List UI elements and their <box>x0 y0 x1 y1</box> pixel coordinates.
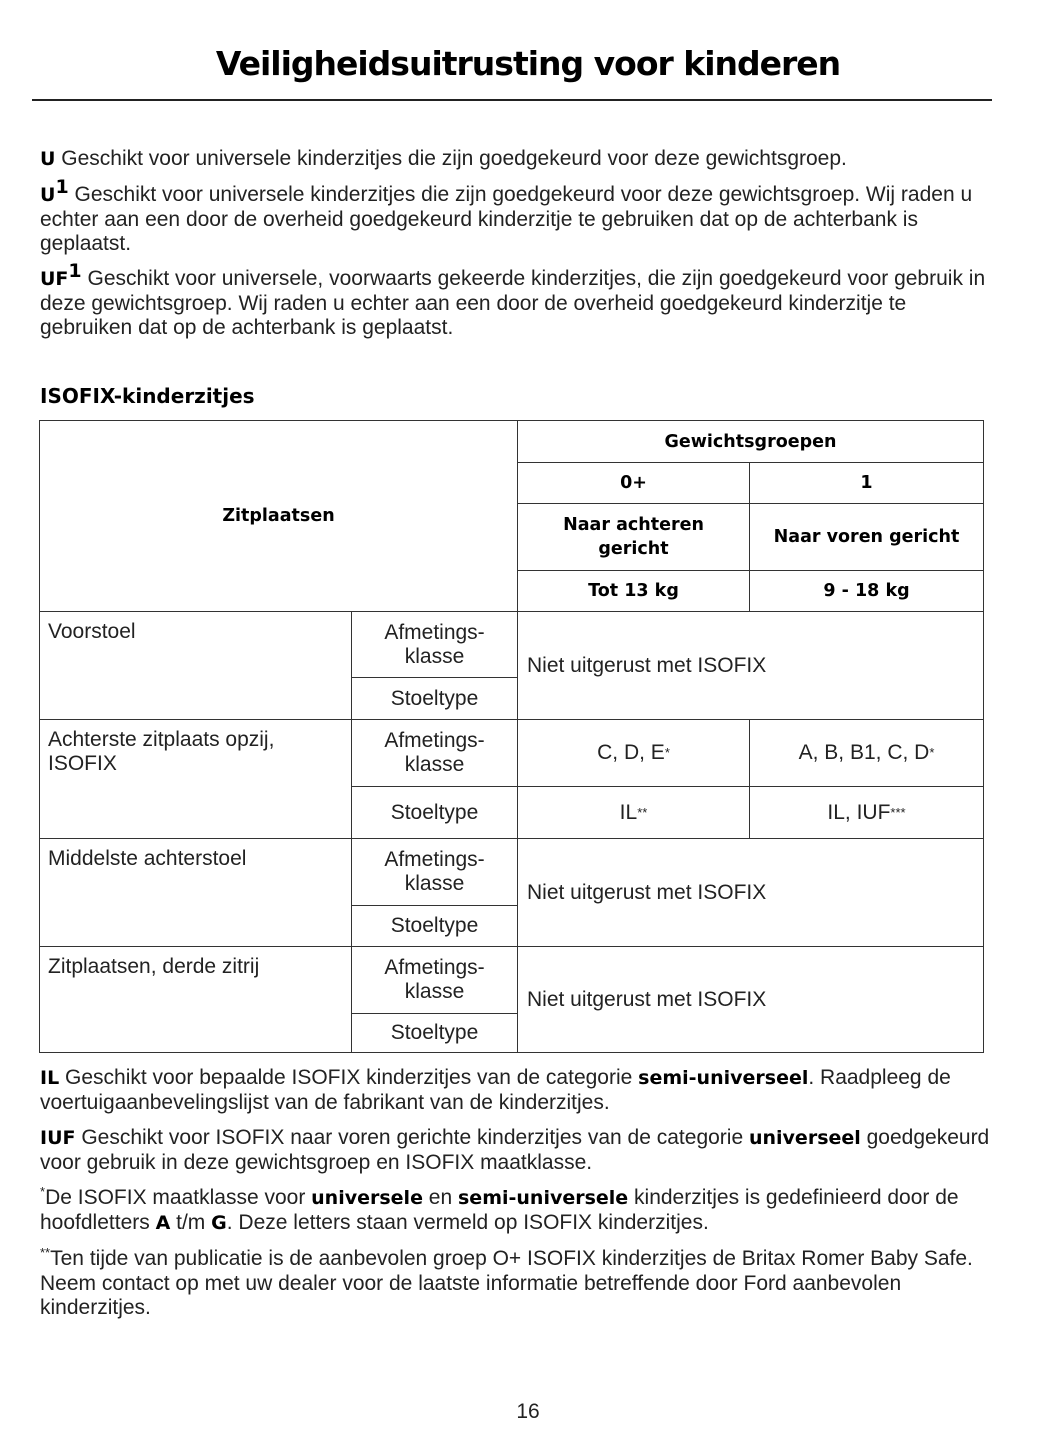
seat-type-label: Stoeltype <box>351 677 518 720</box>
seat-type-label: Stoeltype <box>351 786 518 839</box>
page-title: Veiligheidsuitrusting voor kinderen <box>215 44 841 83</box>
seat-type-label: Stoeltype <box>351 905 518 947</box>
header-group-0plus: 0+ <box>517 462 750 504</box>
size-class-label: Afmetings- klasse <box>351 946 518 1014</box>
row-front-value: Niet uitgerust met ISOFIX <box>517 611 984 720</box>
note-star1: *De ISOFIX maatklasse voor universele en semi-universele kinderzitjes is gedefinieerd door de hoofdletters A t/m G. Deze letters staan vermeld op ISOFIX kinderzitjes. <box>40 1184 959 1234</box>
header-weight-groups: Gewichtsgroepen <box>517 420 984 463</box>
title-divider <box>32 99 992 101</box>
seat-type-label: Stoeltype <box>351 1013 518 1053</box>
row-seat-rear-middle: Middelste achterstoel <box>39 838 352 947</box>
legend-u: U Geschikt voor universele kinderzitjes die zijn goedgekeurd voor deze gewichtsgroep. <box>40 147 847 170</box>
note-il: IL Geschikt voor bepaalde ISOFIX kinderzitjes van de categorie semi-universeel. Raadpleeg de voertuigaanbevelingslijst van de fabrikant van de kinderzitjes. <box>40 1066 951 1114</box>
header-group-1: 1 <box>749 462 984 504</box>
row-seat-rear-outer: Achterste zitplaats opzij, ISOFIX <box>39 719 352 839</box>
legend-u1: U1 Geschikt voor universele kinderzitjes die zijn goedgekeurd voor deze gewichtsgroep. Wij raden u echter aan een door de overheid goedgekeurd kinderzitje te gebruiken dat op de achterbank is geplaatst. <box>40 176 973 255</box>
rear-outer-size-1: A, B, B1, C, D * <box>749 719 984 787</box>
row-seat-third-row: Zitplaatsen, derde zitrij <box>39 946 352 1053</box>
header-direction-front: Naar voren gericht <box>749 503 984 571</box>
section-heading: ISOFIX-kinderzitjes <box>40 384 255 408</box>
isofix-table <box>39 420 984 1053</box>
header-weight-1: 9 - 18 kg <box>749 570 984 612</box>
header-direction-rear: Naar achteren gericht <box>517 503 750 571</box>
rear-outer-type-0plus: IL ** <box>517 786 750 839</box>
row-middle-value: Niet uitgerust met ISOFIX <box>517 838 984 947</box>
size-class-label: Afmetings- klasse <box>351 719 518 787</box>
page-number: 16 <box>516 1400 540 1423</box>
note-star2: **Ten tijde van publicatie is de aanbevolen groep O+ ISOFIX kinderzitjes de Britax Romer Baby Safe. Neem contact op met uw dealer voor de laatste informatie betreffende door Ford aanbevolen kinderzitjes. <box>40 1245 973 1319</box>
rear-outer-type-1: IL, IUF *** <box>749 786 984 839</box>
header-weight-0plus: Tot 13 kg <box>517 570 750 612</box>
note-iuf: IUF Geschikt voor ISOFIX naar voren gerichte kinderzitjes van de categorie universeel goedgekeurd voor gebruik in deze gewichtsgroep en ISOFIX maatklasse. <box>40 1126 990 1174</box>
size-class-label: Afmetings- klasse <box>351 838 518 906</box>
row-seat-front: Voorstoel <box>39 611 352 720</box>
size-class-label: Afmetings- klasse <box>351 611 518 678</box>
rear-outer-size-0plus: C, D, E * <box>517 719 750 787</box>
header-seating: Zitplaatsen <box>39 420 518 612</box>
row-third-value: Niet uitgerust met ISOFIX <box>517 946 984 1053</box>
legend-uf1: UF1 Geschikt voor universele, voorwaarts gekeerde kinderzitjes, die zijn goedgekeurd voor gebruik in deze gewichtsgroep. Wij raden u echter aan een door de overheid goedgekeurd kinderzitje te gebruiken dat op de achterbank is geplaatst. <box>40 260 986 339</box>
